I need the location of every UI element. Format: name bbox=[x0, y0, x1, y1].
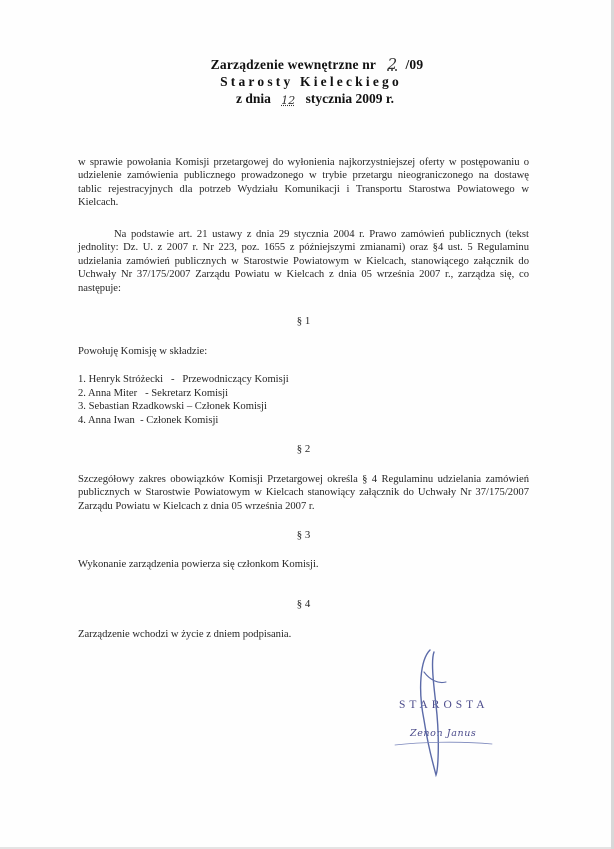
committee-intro: Powołuję Komisję w składzie: bbox=[78, 346, 208, 357]
section-1-mark: § 1 bbox=[296, 315, 311, 327]
section-3-mark: § 3 bbox=[296, 529, 311, 541]
section-4-mark: § 4 bbox=[296, 598, 311, 610]
list-item: 3. Sebastian Rzadkowski – Członek Komisji bbox=[78, 401, 267, 413]
handwritten-number: 2 bbox=[387, 55, 398, 73]
section-2-text: Szczegółowy zakres obowiązków Komisji Przetargowej określa § 4 Regulaminu udzielania zamówień publicznych w Starostwie Powiatowym w Kielcach stanowiący załącznik do Uchwały Nr 37/175/2007 Zarządu Powiatu w Kielcach z dnia 05 września 2007 r. bbox=[78, 474, 529, 512]
date-suffix: stycznia 2009 r. bbox=[305, 91, 394, 106]
list-item: 4. Anna Iwan - Członek Komisji bbox=[78, 415, 219, 427]
handwritten-day: 12 bbox=[281, 94, 296, 107]
date-prefix: z dnia bbox=[235, 91, 271, 106]
issuer-name: Starosty Kieleckiego bbox=[220, 74, 402, 89]
document-date bbox=[16, 90, 614, 109]
title-prefix: Zarządzenie wewnętrzne nr bbox=[210, 57, 376, 72]
list-item: 1. Henryk Stróżecki - Przewodniczący Komisji bbox=[78, 374, 289, 385]
title-suffix: /09 bbox=[405, 57, 424, 72]
subject-paragraph: w sprawie powołania Komisji przetargowej do wyłonienia najkorzystniejszej oferty w postępowaniu o udzielenie zamówienia publicznego prowadzonego w trybie przetargu nieograniczonego na dostawę tablic rejestracyjnych dla potrzeb Wydziału Komunikacji i Transportu Starostwa Powiatowego w Kielcach. bbox=[78, 157, 529, 209]
section-4-text: Zarządzenie wchodzi w życie z dniem podpisania. bbox=[78, 629, 292, 640]
document-header bbox=[0, 56, 614, 109]
signatory-name: Zenon Janus bbox=[410, 728, 477, 739]
section-3-text: Wykonanie zarządzenia powierza się członkom Komisji. bbox=[78, 559, 319, 570]
starosta-stamp: STAROSTA bbox=[399, 699, 489, 711]
section-2-mark: § 2 bbox=[296, 443, 311, 455]
committee-member-list bbox=[78, 373, 289, 428]
document-title bbox=[20, 56, 614, 73]
list-item: 2. Anna Miter - Sekretarz Komisji bbox=[78, 387, 229, 399]
legal-basis-paragraph: Na podstawie art. 21 ustawy z dnia 29 stycznia 2004 r. Prawo zamówień publicznych (tekst jednolity: Dz. U. z 2007 r. Nr 223, poz. 1655 z późniejszymi zmianami) oraz §4 ust. 5 Regulaminu udzielania zamówień publicznych w Starostwie Powiatowym w Kielcach, stanowiącego załącznik do Uchwały Nr 37/175/2007 Zarządu Powiatu w Kielcach z dnia 05 września 2007 r., zarządza się, co następuje: bbox=[78, 229, 529, 294]
